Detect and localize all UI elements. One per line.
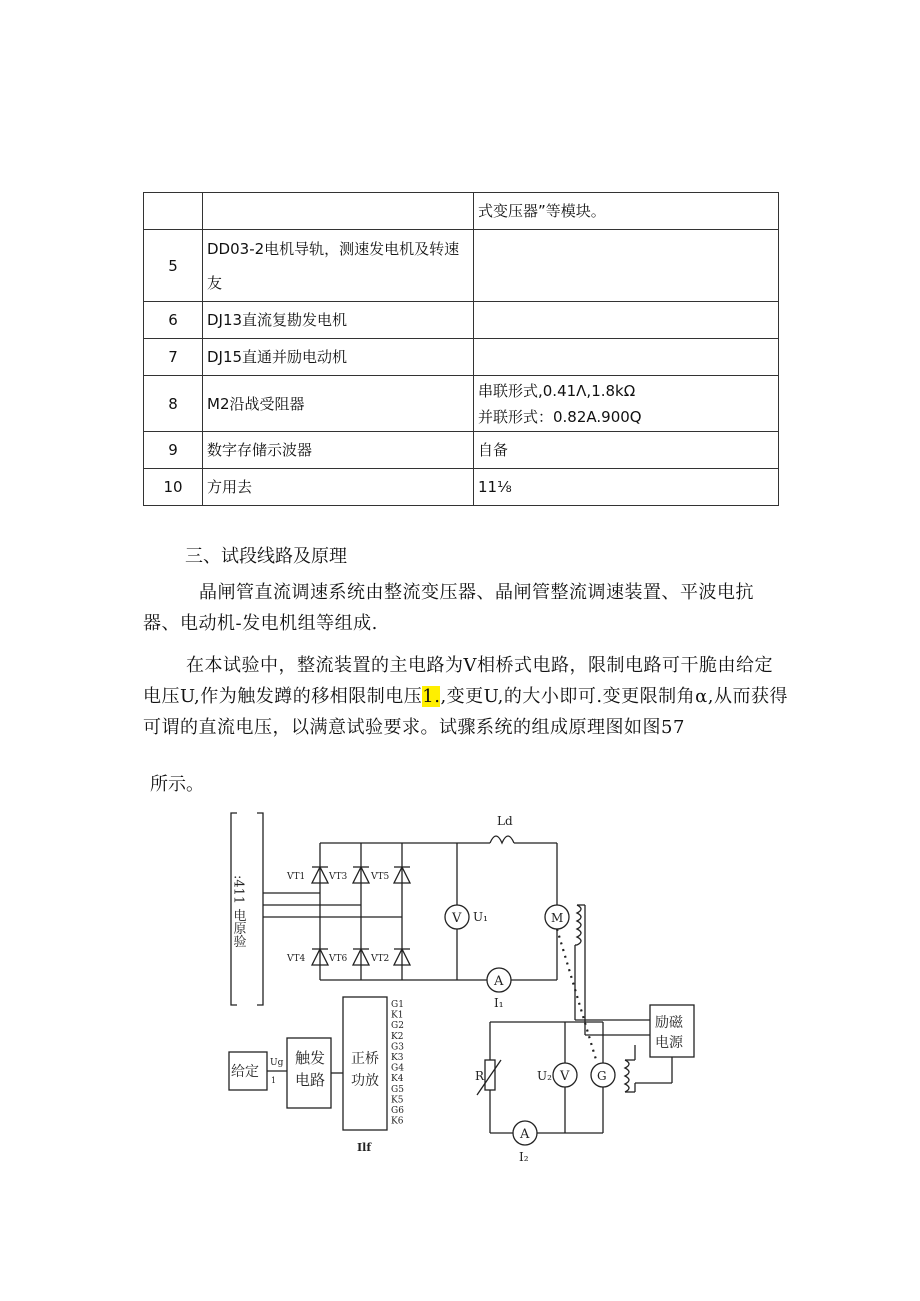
- pulse-label: K3: [391, 1053, 404, 1063]
- row-name-line: 友: [207, 273, 223, 292]
- table-row: [144, 302, 779, 339]
- row-name: [203, 469, 474, 506]
- pulse-label: K5: [391, 1095, 404, 1106]
- i2-label: I₂: [519, 1150, 529, 1164]
- v2-symbol: V: [560, 1069, 570, 1084]
- label-vt5: VT5: [371, 872, 390, 882]
- paragraph-1-line-1: 晶闸管直流调速系统由整流变压器、晶闸管整流调速装置、平波电抗: [199, 582, 754, 603]
- row-name-line: 方用去: [207, 478, 253, 496]
- generator-symbol: G: [597, 1069, 607, 1083]
- bridge-bottom-label: Ilf: [357, 1141, 372, 1154]
- generator-field-winding: [625, 1060, 629, 1092]
- row-name-line: DJ15直通并励电动机: [207, 348, 348, 366]
- row-note: [474, 193, 779, 230]
- pulse-label: G2: [391, 1021, 404, 1032]
- highlighted-text: 1.: [422, 686, 441, 707]
- trigger-line-2: 电路: [295, 1071, 326, 1089]
- row-number: 10: [144, 469, 203, 506]
- row-note-line: 并联形式：0.82A.900Q: [478, 407, 642, 426]
- u1-label: U₁: [473, 910, 488, 924]
- figure-caption: 所示。: [150, 774, 204, 795]
- pulse-label: G1: [391, 1000, 404, 1010]
- table-row: [144, 469, 779, 506]
- paragraph-2-line-3: 可谓的直流电压，以满意试验要求。试骤系统的组成原理图如图57: [143, 717, 685, 738]
- row-note-line: 串联形式,0.41Λ,1.8kΩ: [478, 381, 636, 400]
- table-row: [144, 432, 779, 469]
- paragraph-2-line-1: 在本试验中，整流装置的主电路为V相桥式电路，限制电路可干脆由给定: [186, 655, 773, 676]
- ug-label: Ug: [270, 1058, 284, 1068]
- table-row: [144, 376, 779, 432]
- paragraph-1-line-2: 器、电动机-发电机组等组成.: [143, 613, 378, 634]
- motor-symbol: M: [551, 911, 564, 925]
- row-name: [203, 376, 474, 432]
- paragraph-1: [143, 577, 793, 639]
- reference-label: 给定: [231, 1064, 259, 1080]
- v1-symbol: V: [452, 911, 462, 926]
- paragraph-2: [143, 650, 793, 743]
- row-name-line: 数字存储示波器: [207, 441, 313, 459]
- equipment-table: [143, 192, 779, 506]
- pulse-label: G6: [391, 1106, 404, 1116]
- row-note: [474, 376, 779, 432]
- row-note-line: 式变压器”等模块。: [478, 202, 606, 220]
- source-label: :411 电原验: [230, 875, 246, 948]
- row-name-line: DJ13直流复勘发电机: [207, 311, 348, 329]
- paragraph-2-line-2b: ,变更U,的大小即可.变更限制角α,从而获得: [440, 686, 788, 707]
- row-number: 5: [144, 230, 203, 302]
- paragraph-2-line-2: [143, 681, 793, 712]
- pulse-label: G4: [391, 1063, 404, 1074]
- label-vt2: VT2: [371, 954, 390, 964]
- label-vt3: VT3: [329, 872, 348, 882]
- label-vt4: VT4: [287, 954, 306, 964]
- inductor-label: Ld: [497, 814, 513, 828]
- label-vt1: VT1: [287, 872, 306, 882]
- row-number: 8: [144, 376, 203, 432]
- a1-symbol: A: [494, 974, 504, 989]
- section-heading: 三、试段线路及原理: [185, 546, 347, 567]
- pulse-label: K4: [391, 1074, 404, 1085]
- row-number: 7: [144, 339, 203, 376]
- a2-symbol: A: [520, 1127, 530, 1142]
- row-name-line: M2沿战受阻器: [207, 394, 305, 413]
- row-note: [474, 339, 779, 376]
- table-row: [144, 230, 779, 302]
- row-note-line: 自备: [478, 441, 509, 459]
- bridge-line-1: 正桥: [351, 1051, 379, 1067]
- pulse-label: K6: [391, 1116, 404, 1127]
- u2-label: U₂: [537, 1069, 552, 1083]
- row-number: 9: [144, 432, 203, 469]
- shaft-coupling: [557, 929, 597, 1063]
- bridge-line-2: 功放: [351, 1073, 379, 1089]
- row-name: [203, 302, 474, 339]
- row-name: [203, 339, 474, 376]
- pulse-label: G5: [391, 1084, 404, 1095]
- row-name: [203, 230, 474, 302]
- excitation-line-1: 励磁: [655, 1015, 683, 1031]
- row-number: 6: [144, 302, 203, 339]
- motor-field-winding: [577, 905, 581, 945]
- row-note: [474, 469, 779, 506]
- i1-label: I₁: [494, 996, 504, 1010]
- pulse-label: K2: [391, 1031, 404, 1042]
- row-name-line: DD03-2电机导轨，测速发电机及转速: [207, 239, 460, 258]
- table-row: [144, 339, 779, 376]
- r-label: R: [475, 1069, 485, 1083]
- ug-sub-label: 1: [271, 1076, 277, 1085]
- circuit-diagram: [215, 805, 705, 1170]
- label-vt6: VT6: [329, 954, 348, 964]
- pulse-output-labels: [391, 1000, 404, 1127]
- trigger-line-1: 触发: [295, 1049, 326, 1067]
- pulse-label: G3: [391, 1042, 404, 1053]
- pulse-label: K1: [391, 1010, 404, 1021]
- paragraph-2-line-2a: 电压U,作为触发蹲的移相限制电压: [143, 686, 423, 707]
- row-note-line: 11⅛: [478, 478, 512, 496]
- row-number: [144, 193, 203, 230]
- row-name: [203, 432, 474, 469]
- row-note: [474, 432, 779, 469]
- source-bracket-right: [257, 813, 263, 1005]
- smoothing-inductor: [490, 836, 514, 843]
- excitation-line-2: 电源: [655, 1035, 683, 1051]
- row-name: [203, 193, 474, 230]
- row-note: [474, 302, 779, 339]
- table-row: [144, 193, 779, 230]
- row-note: [474, 230, 779, 302]
